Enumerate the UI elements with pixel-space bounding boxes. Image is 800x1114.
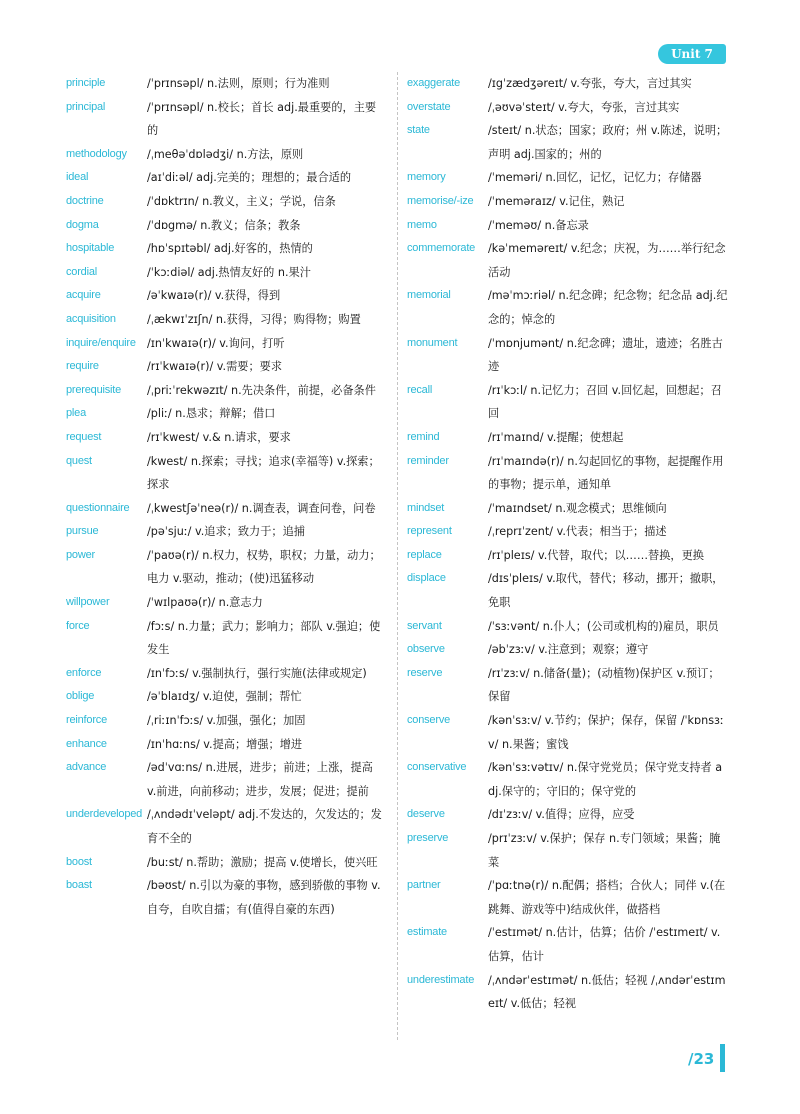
headword: oblige (66, 690, 95, 703)
headword: commemorate (407, 242, 476, 255)
definition: /ˌəʊvəˈsteɪt/ v.夸大，夸张，言过其实 (488, 100, 680, 114)
vocab-entry (66, 379, 384, 403)
left-vocab-column (66, 72, 384, 921)
vocab-entry (66, 520, 384, 544)
definition: /prɪˈzɜːv/ v.保护；保存 n.专门领域；果酱；腌菜 (488, 832, 721, 869)
headword: estimate (407, 926, 447, 939)
vocab-entry (407, 190, 729, 214)
definition: /məˈmɔːriəl/ n.纪念碑；纪念物；纪念品 adj.纪念的；悼念的 (488, 289, 728, 326)
vocab-entry (66, 685, 384, 709)
headword: doctrine (66, 194, 104, 207)
vocab-entry (407, 119, 729, 166)
vocab-entry (66, 756, 384, 803)
definition: /ˌʌndərˈestɪmət/ n.低估；轻视 /ˌʌndərˈestɪmeɪt/ v.低估；轻视 (488, 973, 726, 1011)
definition: /ˈmaɪndset/ n.观念模式；思维倾向 (488, 501, 667, 515)
vocab-entry (407, 638, 729, 662)
headword: mindset (407, 501, 445, 514)
definition: /ɪnˈkwaɪə(r)/ v.询问，打听 (147, 336, 285, 350)
definition: /ˈmeməri/ n.回忆，记忆，记忆力；存储器 (488, 171, 702, 185)
definition: /əbˈzɜːv/ v.注意到；观察；遵守 (488, 643, 649, 657)
definition: /aɪˈdiːəl/ adj.完美的；理想的；最合适的 (147, 171, 352, 185)
definition: /ˈsɜːvənt/ n.仆人；(公司或机构的)雇员，职员 (488, 619, 719, 633)
headword: prerequisite (66, 383, 122, 396)
headword: underestimate (407, 973, 475, 986)
headword: principal (66, 100, 106, 113)
headword: replace (407, 548, 442, 561)
headword: exaggerate (407, 77, 461, 89)
vocab-entry (66, 190, 384, 214)
headword: servant (407, 619, 442, 632)
definition: /rɪˈzɜːv/ n.储备(量)；(动植物)保护区 v.预订；保留 (488, 666, 720, 704)
headword: methodology (66, 147, 127, 160)
headword: preserve (407, 832, 449, 844)
definition: /ɪgˈzædʒəreɪt/ v.夸张，夸大，言过其实 (488, 77, 692, 90)
vocab-entry (407, 567, 729, 614)
headword: represent (407, 525, 452, 538)
definition: /fɔːs/ n.力量；武力；影响力；部队 v.强迫；使发生 (147, 619, 381, 657)
headword: require (66, 360, 99, 373)
definition: /pliː/ n.恳求；辩解；借口 (147, 407, 276, 421)
definition: /ˈpaʊə(r)/ n.权力，权势，职权；力量，动力；电力 v.驱动，推动；(使)迅猛移动 (147, 548, 381, 586)
definition: /hɒˈspɪtəbl/ adj.好客的，热情的 (147, 242, 313, 256)
vocab-entry (407, 426, 729, 450)
unit-label: Unit 7 (658, 44, 726, 64)
vocab-entry (407, 662, 729, 709)
definition: /pəˈsjuː/ v.追求；致力于；追捕 (147, 525, 305, 539)
page-number-bar (720, 1044, 725, 1072)
headword: questionnaire (66, 501, 130, 514)
definition: /rɪˈmaɪnd/ v.提醒；使想起 (488, 430, 624, 444)
headword: partner (407, 879, 441, 892)
vocab-entry (407, 544, 729, 568)
headword: inquire/enquire (66, 336, 136, 349)
vocab-entry (66, 72, 384, 96)
vocab-entry (66, 332, 384, 356)
definition: /ˈwɪlpaʊə(r)/ n.意志力 (147, 596, 263, 610)
definition: /ˈmɒnjumənt/ n.纪念碑；遗址，遗迹；名胜古迹 (488, 336, 723, 374)
vocab-entry (66, 284, 384, 308)
headword: enhance (66, 737, 107, 750)
vocab-entry (407, 969, 729, 1016)
vocab-entry (407, 214, 729, 238)
definition: /ˌreprɪˈzent/ v.代表；相当于；描述 (488, 525, 667, 539)
vocab-entry (66, 874, 384, 921)
headword: overstate (407, 100, 451, 113)
definition: /ˌmeθəˈdɒlədʒi/ n.方法，原则 (147, 147, 304, 161)
definition: /dɪsˈpleɪs/ v.取代，替代；移动，挪开；撤职，免职 (488, 572, 724, 610)
headword: plea (66, 407, 86, 420)
definition: /rɪˈkwaɪə(r)/ v.需要；要求 (147, 360, 283, 374)
vocab-entry (407, 874, 729, 921)
definition: /ˌækwɪˈzɪʃn/ n.获得，习得；购得物；购置 (147, 312, 361, 326)
headword: cordial (66, 265, 98, 278)
definition: /rɪˈkwest/ v.& n.请求，要求 (147, 430, 291, 444)
vocab-entry (66, 308, 384, 332)
headword: reminder (407, 454, 449, 467)
definition: /rɪˈmaɪndə(r)/ n.勾起回忆的事物，起提醒作用的事物；提示单，通知单 (488, 454, 724, 492)
definition: /rɪˈkɔːl/ n.记忆力；召回 v.回忆起，回想起；召回 (488, 383, 722, 421)
definition: /ˈkɔːdiəl/ adj.热情友好的 n.果汁 (147, 265, 311, 279)
definition: /ˈdɒktrɪn/ n.教义，主义；学说，信条 (147, 194, 336, 208)
vocab-entry (66, 733, 384, 757)
definition: /kəˈmeməreɪt/ v.纪念；庆祝，为……举行纪念活动 (488, 242, 726, 279)
vocab-entry (66, 615, 384, 662)
definition: /kənˈsɜːv/ v.节约；保护；保存，保留 /ˈkɒnsɜːv/ n.果酱；蜜饯 (488, 714, 724, 751)
definition: /ˌkwestʃəˈneə(r)/ n.调查表，调查问卷，问卷 (147, 501, 376, 515)
vocab-entry (66, 803, 384, 850)
vocab-entry (407, 709, 729, 756)
definition: /ˈprɪnsəpl/ n.校长；首长 adj.最重要的，主要的 (147, 100, 377, 138)
vocab-entry (66, 214, 384, 238)
definition: /ˈmeməraɪz/ v.记住，熟记 (488, 194, 625, 208)
definition: /buːst/ n.帮助；激励；提高 v.使增长，使兴旺 (147, 855, 378, 869)
vocab-entry (66, 96, 384, 143)
headword: recall (407, 383, 433, 396)
headword: request (66, 430, 102, 443)
headword: remind (407, 430, 440, 443)
column-divider (397, 72, 398, 1040)
vocab-entry (407, 237, 729, 284)
headword: enforce (66, 666, 102, 679)
vocab-entry (407, 921, 729, 968)
vocab-entry (407, 615, 729, 639)
headword: underdeveloped (66, 808, 143, 821)
vocab-entry (66, 450, 384, 497)
vocab-entry (66, 709, 384, 733)
vocab-entry (66, 355, 384, 379)
definition: /ˌpriːˈrekwəzɪt/ n.先决条件，前提，必备条件 (147, 383, 376, 397)
vocab-entry (66, 851, 384, 875)
vocab-entry (66, 544, 384, 591)
vocab-entry (407, 803, 729, 827)
vocab-entry (66, 166, 384, 190)
vocab-entry (407, 379, 729, 426)
vocab-entry (407, 332, 729, 379)
headword: quest (66, 454, 92, 467)
vocab-entry (66, 662, 384, 686)
definition: /ˈprɪnsəpl/ n.法则，原则；行为准则 (147, 77, 330, 90)
right-vocab-column (407, 72, 729, 1016)
vocab-entry (407, 166, 729, 190)
vocab-entry (407, 450, 729, 497)
headword: advance (66, 761, 107, 774)
definition: /ˌʌndədɪˈveləpt/ adj.不发达的，欠发达的；发育不全的 (147, 808, 382, 845)
headword: monument (407, 336, 458, 349)
definition: /ˈmeməʊ/ n.备忘录 (488, 218, 589, 232)
headword: reinforce (66, 714, 107, 727)
vocab-entry (407, 520, 729, 544)
headword: acquire (66, 289, 101, 302)
headword: boast (66, 879, 92, 892)
vocab-entry (407, 72, 729, 96)
vocab-entry (66, 261, 384, 285)
vocab-entry (407, 827, 729, 874)
definition: /ədˈvɑːns/ n.进展，进步；前进；上涨，提高 v.前进，向前移动；进步，发展；促进；提前 (147, 761, 373, 798)
vocab-entry (66, 497, 384, 521)
headword: observe (407, 643, 445, 656)
headword: conservative (407, 761, 467, 774)
headword: memo (407, 218, 437, 231)
headword: acquisition (66, 312, 116, 325)
headword: dogma (66, 218, 99, 231)
vocab-entry (66, 237, 384, 261)
headword: principle (66, 77, 106, 89)
definition: /steɪt/ n.状态；国家；政府；州 v.陈述，说明；声明 adj.国家的；州的 (488, 124, 728, 161)
vocab-entry (66, 591, 384, 615)
definition: /əˈkwaɪə(r)/ v.获得，得到 (147, 289, 281, 303)
definition: /rɪˈpleɪs/ v.代替，取代；以……替换，更换 (488, 548, 704, 562)
headword: ideal (66, 171, 89, 184)
headword: deserve (407, 808, 445, 821)
headword: memory (407, 171, 446, 184)
headword: reserve (407, 666, 443, 679)
vocab-entry (66, 426, 384, 450)
definition: /dɪˈzɜːv/ v.值得；应得，应受 (488, 808, 635, 822)
definition: /ɪnˈfɔːs/ v.强制执行，强行实施(法律或规定) (147, 666, 367, 680)
definition: /ˌriːɪnˈfɔːs/ v.加强，强化；加固 (147, 714, 306, 728)
definition: /bəʊst/ n.引以为豪的事物，感到骄傲的事物 v.自夸，自吹自擂；有(值得自豪的东西) (147, 879, 381, 916)
headword: hospitable (66, 242, 115, 255)
vocab-entry (66, 402, 384, 426)
headword: conserve (407, 714, 451, 727)
headword: memorial (407, 289, 451, 302)
page-number: /23 (688, 1050, 715, 1068)
vocab-entry (407, 497, 729, 521)
vocab-entry (66, 143, 384, 167)
definition: /ˈestɪmət/ n.估计，估算；估价 /ˈestɪmeɪt/ v.估算，估计 (488, 926, 721, 963)
definition: /kənˈsɜːvətɪv/ n.保守党党员；保守党支持者 adj.保守的；守旧的；保守党的 (488, 761, 723, 798)
definition: /ɪnˈhɑːns/ v.提高；增强；增进 (147, 737, 303, 751)
headword: pursue (66, 525, 99, 538)
headword: memorise/-ize (407, 194, 474, 207)
definition: /ˈdɒgmə/ n.教义；信条；教条 (147, 218, 301, 232)
headword: force (66, 619, 90, 632)
vocab-entry (407, 284, 729, 331)
headword: power (66, 548, 95, 561)
headword: willpower (66, 596, 110, 609)
definition: /ˈpɑːtnə(r)/ n.配偶；搭档；合伙人；同伴 v.(在跳舞、游戏等中)结成伙伴，做搭档 (488, 879, 726, 916)
vocab-entry (407, 96, 729, 120)
headword: displace (407, 572, 446, 585)
headword: state (407, 124, 430, 137)
vocab-entry (407, 756, 729, 803)
headword: boost (66, 855, 92, 868)
definition: /əˈblaɪdʒ/ v.迫使，强制；帮忙 (147, 690, 302, 704)
definition: /kwest/ n.探索；寻找；追求(幸福等) v.探索；探求 (147, 454, 380, 492)
